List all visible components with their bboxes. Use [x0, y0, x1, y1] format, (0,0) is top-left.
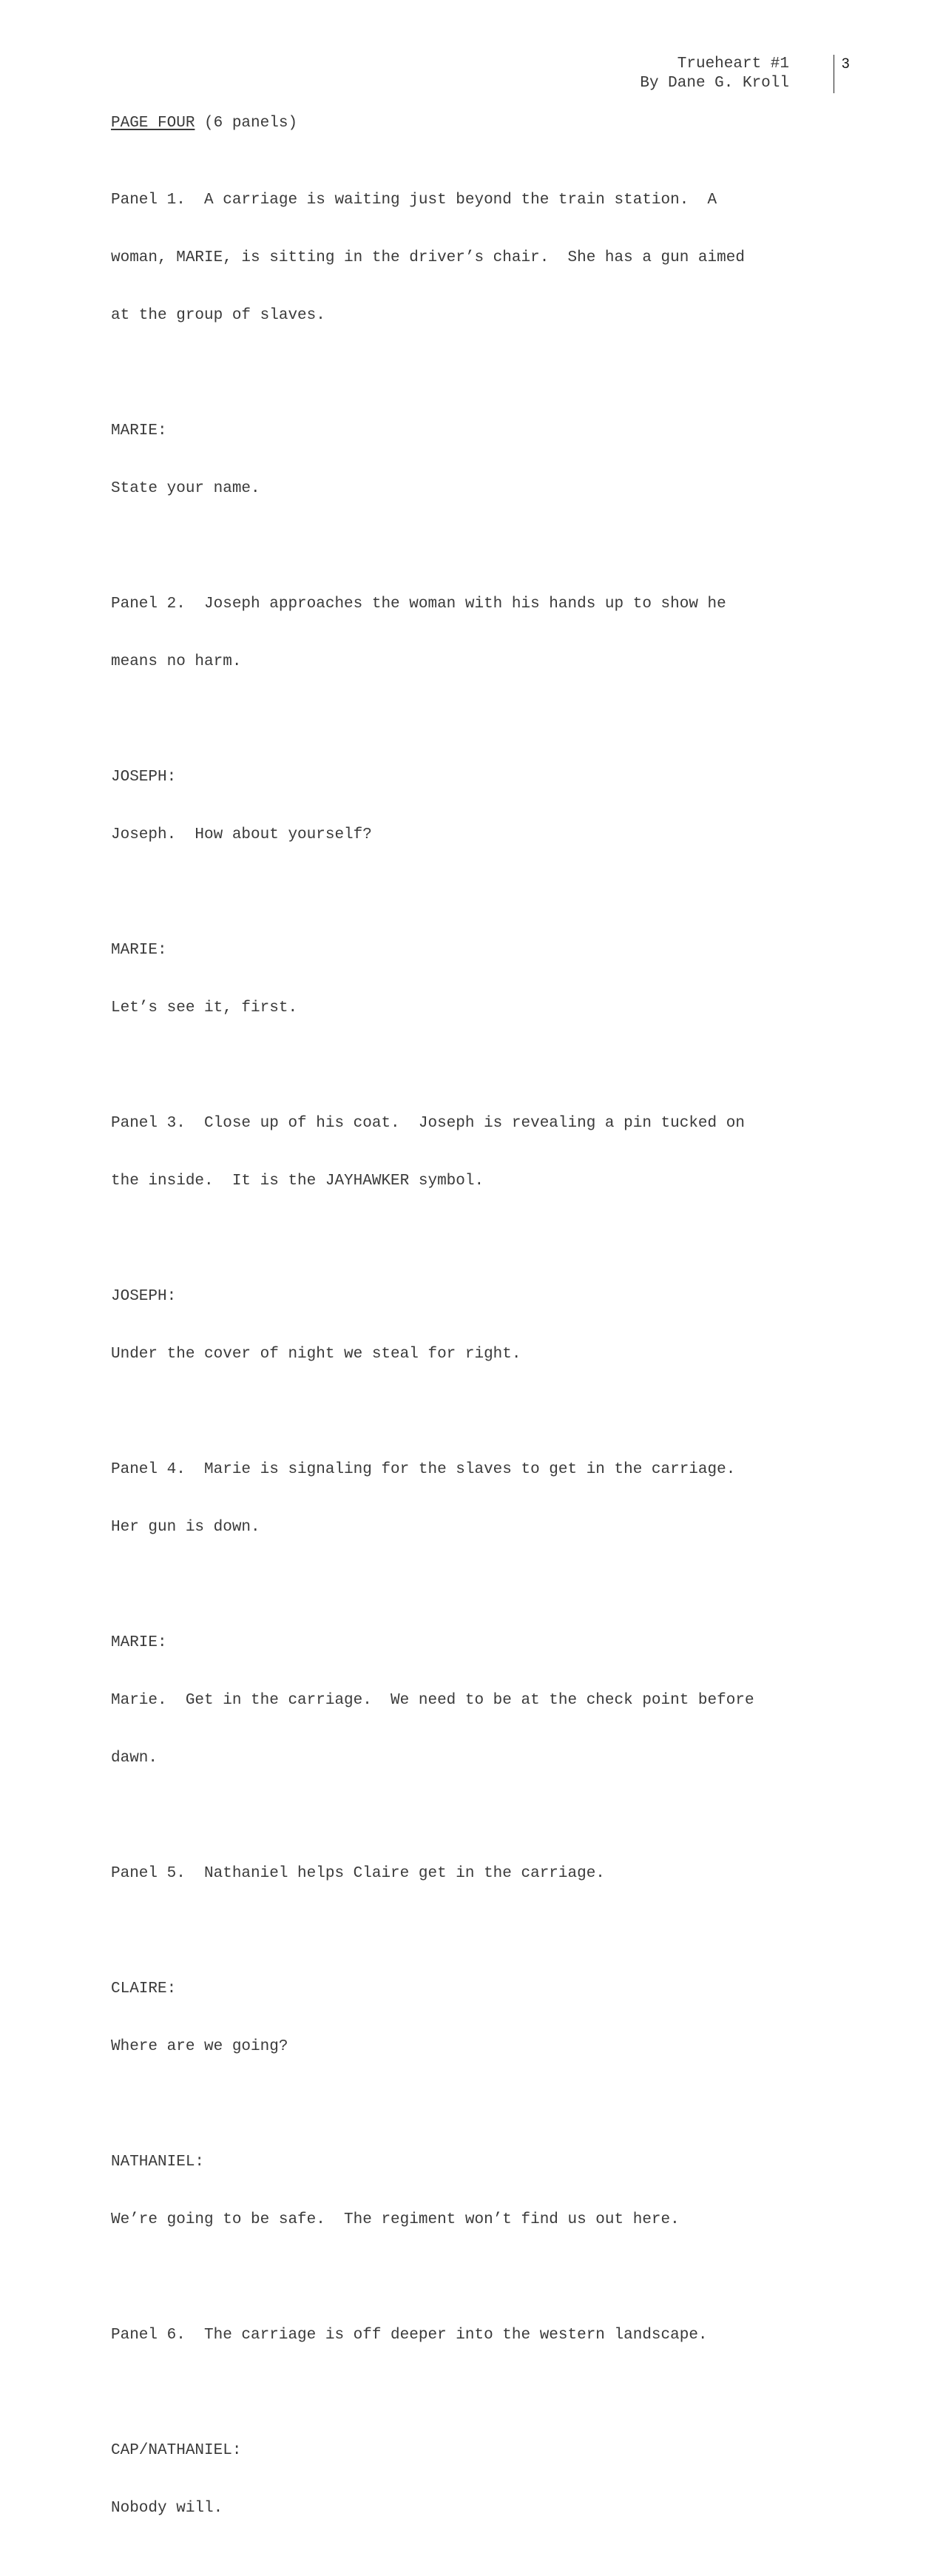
dialogue-line: State your name.	[111, 480, 260, 497]
panel-description	[111, 1076, 836, 1230]
speaker-name: CLAIRE:	[111, 1980, 177, 1997]
speaker-name: MARIE:	[111, 422, 167, 439]
page-heading	[111, 114, 836, 133]
script-line: Panel 4. Marie is signaling for the slaves to get in the carriage.	[111, 1461, 736, 1478]
page-header	[640, 55, 789, 93]
script-line: Panel 2. Joseph approaches the woman with his hands up to show he	[111, 596, 726, 613]
script-line: Panel 1. A carriage is waiting just beyond the train station. A	[111, 192, 717, 209]
header-title: Trueheart #1	[677, 55, 789, 73]
dialogue	[111, 2114, 836, 2268]
dialogue-line: dawn.	[111, 1750, 158, 1767]
page-number: 3	[834, 55, 850, 93]
speaker-name: JOSEPH:	[111, 1288, 177, 1305]
script-line: means no harm.	[111, 653, 242, 670]
dialogue	[111, 729, 836, 883]
script-line: at the group of slaves.	[111, 307, 325, 324]
page-label: PAGE FOUR	[111, 115, 195, 132]
dialogue	[111, 2403, 836, 2557]
script-line: Panel 3. Close up of his coat. Joseph is revealing a pin tucked on	[111, 1115, 745, 1132]
header-author: By Dane G. Kroll	[640, 75, 789, 92]
speaker-name: MARIE:	[111, 942, 167, 959]
panel-description	[111, 152, 836, 364]
script-line: Panel 5. Nathaniel helps Claire get in the carriage.	[111, 1865, 605, 1882]
dialogue-line: Let’s see it, first.	[111, 999, 298, 1016]
speaker-name: JOSEPH:	[111, 769, 177, 786]
script-line: Her gun is down.	[111, 1519, 260, 1536]
panel-description	[111, 556, 836, 710]
dialogue	[111, 383, 836, 537]
panel-description	[111, 2287, 836, 2384]
speaker-name: MARIE:	[111, 1634, 167, 1651]
dialogue	[111, 1595, 836, 1807]
dialogue-line: Where are we going?	[111, 2038, 288, 2055]
dialogue	[111, 1249, 836, 1403]
dialogue-line: Nobody will.	[111, 2500, 223, 2517]
speaker-name: NATHANIEL:	[111, 2154, 205, 2171]
dialogue-line: Marie. Get in the carriage. We need to be at the check point before	[111, 1692, 754, 1709]
dialogue-line: We’re going to be safe. The regiment won’t find us out here.	[111, 2211, 680, 2228]
panel-count: (6 panels)	[195, 115, 298, 132]
script-line: woman, MARIE, is sitting in the driver’s chair. She has a gun aimed	[111, 249, 745, 266]
dialogue-line: Under the cover of night we steal for right.	[111, 1346, 521, 1363]
speaker-name: CAP/NATHANIEL:	[111, 2442, 242, 2459]
script-body	[111, 114, 836, 2576]
panel-description	[111, 1826, 836, 1922]
panel-description	[111, 1422, 836, 1576]
script-line: Panel 6. The carriage is off deeper into the western landscape.	[111, 2327, 708, 2344]
dialogue	[111, 903, 836, 1056]
dialogue-line: Joseph. How about yourself?	[111, 826, 372, 843]
script-line: the inside. It is the JAYHAWKER symbol.	[111, 1173, 484, 1190]
dialogue	[111, 1941, 836, 2095]
